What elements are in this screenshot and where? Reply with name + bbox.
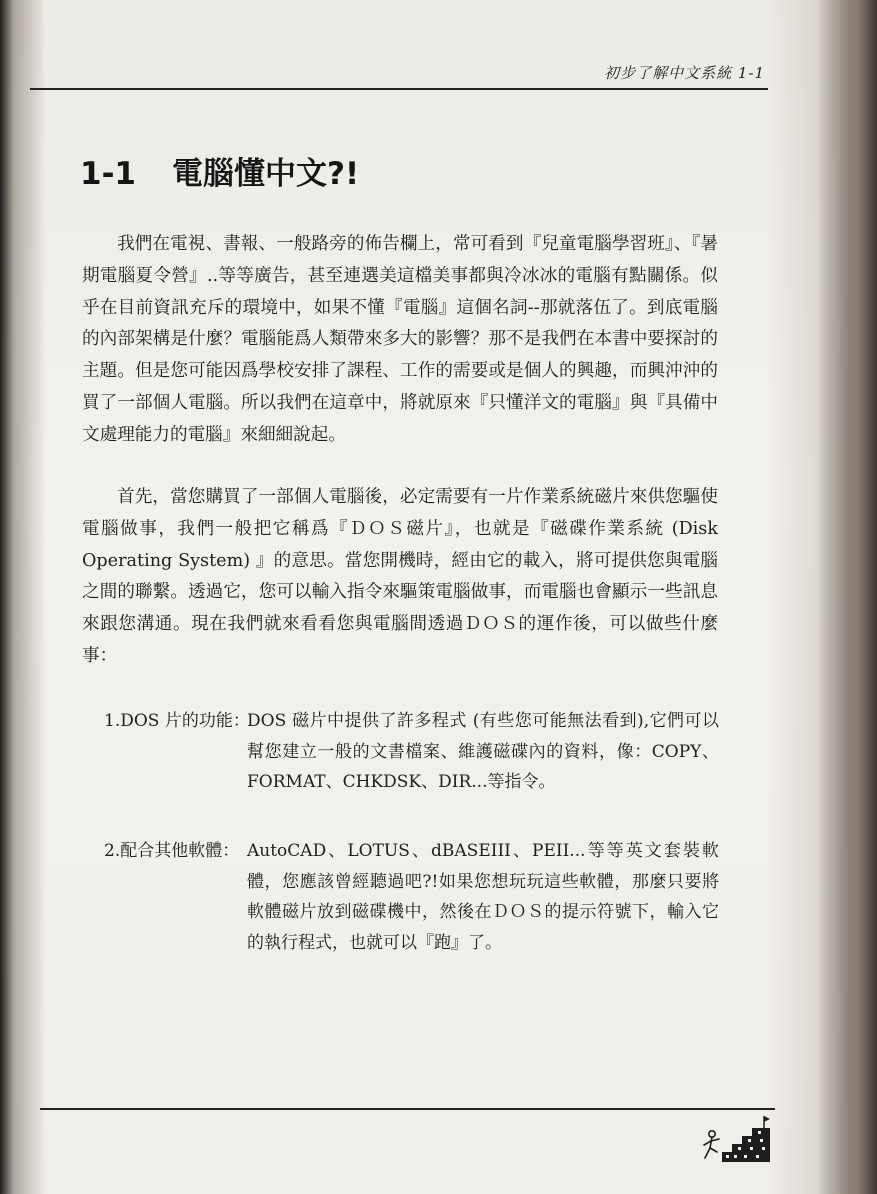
paragraph-intro-text: 我們在電視、書報、一般路旁的佈告欄上，常可看到『兒童電腦學習班』、『暑期電腦夏令營』..等等廣告，甚至連選美這檔美事都與冷冰冰的電腦有點關係。似乎在目前資訊充斥的環境中，如果不懂『電腦』這個名詞--那就落伍了。到底電腦的內部架構是什麼？電腦能爲人類帶來多大的影響？那不是我們在本書中要探討的主題。但是您可能因爲學校安排了課程、工作的需要或是個人的興趣，而興沖沖的買了一部個人電腦。所以我們在這章中，將就原來『只懂洋文的電腦』與『具備中文處理能力的電腦』來細細說起。 <box>82 234 718 445</box>
section-number: 1-1 <box>80 156 137 192</box>
paragraph-dos <box>82 482 718 673</box>
paragraph-dos-text: 首先，當您購買了一部個人電腦後，必定需要有一片作業系統磁片來供您驅使電腦做事，我們一般把它稱爲『ＤＯＳ磁片』，也就是『磁碟作業系統 (Disk Operating System) 』的意思。當您開機時，經由它的載入，將可提供您與電腦之間的聯繫。透過它，您可以輸入指令來驅策電腦做事，而電腦也會顯示一些訊息來跟您溝通。現在我們就來看看您與電腦間透過ＤＯＳ的運作後，可以做些什麼事： <box>82 487 718 666</box>
list-item-label: 2.配合其他軟體： <box>104 841 240 861</box>
running-head: 初步了解中文系統 1-1 <box>604 64 765 82</box>
list-item-text: AutoCAD、LOTUS、dBASEIII、PEII...等等英文套裝軟體，您應該曾經聽過吧?!如果您想玩玩這些軟體，那麼只要將軟體磁片放到磁碟機中，然後在ＤＯＳ的提示符號下，輸入它的執行程式，也就可以『跑』了。 <box>247 841 719 953</box>
section-heading <box>80 148 359 193</box>
section-title: 電腦懂中文?! <box>172 156 360 192</box>
page-binding-edge <box>817 0 877 1194</box>
list-item-text: DOS 磁片中提供了許多程式 (有些您可能無法看到),它們可以幫您建立一般的文書檔案、維護磁碟內的資料，像：COPY、FORMAT、CHKDSK、DIR...等指令。 <box>247 711 719 792</box>
list-item-label: 1.DOS 片的功能： <box>104 711 250 731</box>
stair-climber-icon <box>700 1114 770 1162</box>
footer-rule <box>40 1108 775 1110</box>
paragraph-intro <box>82 229 718 452</box>
header-rule <box>30 88 768 90</box>
